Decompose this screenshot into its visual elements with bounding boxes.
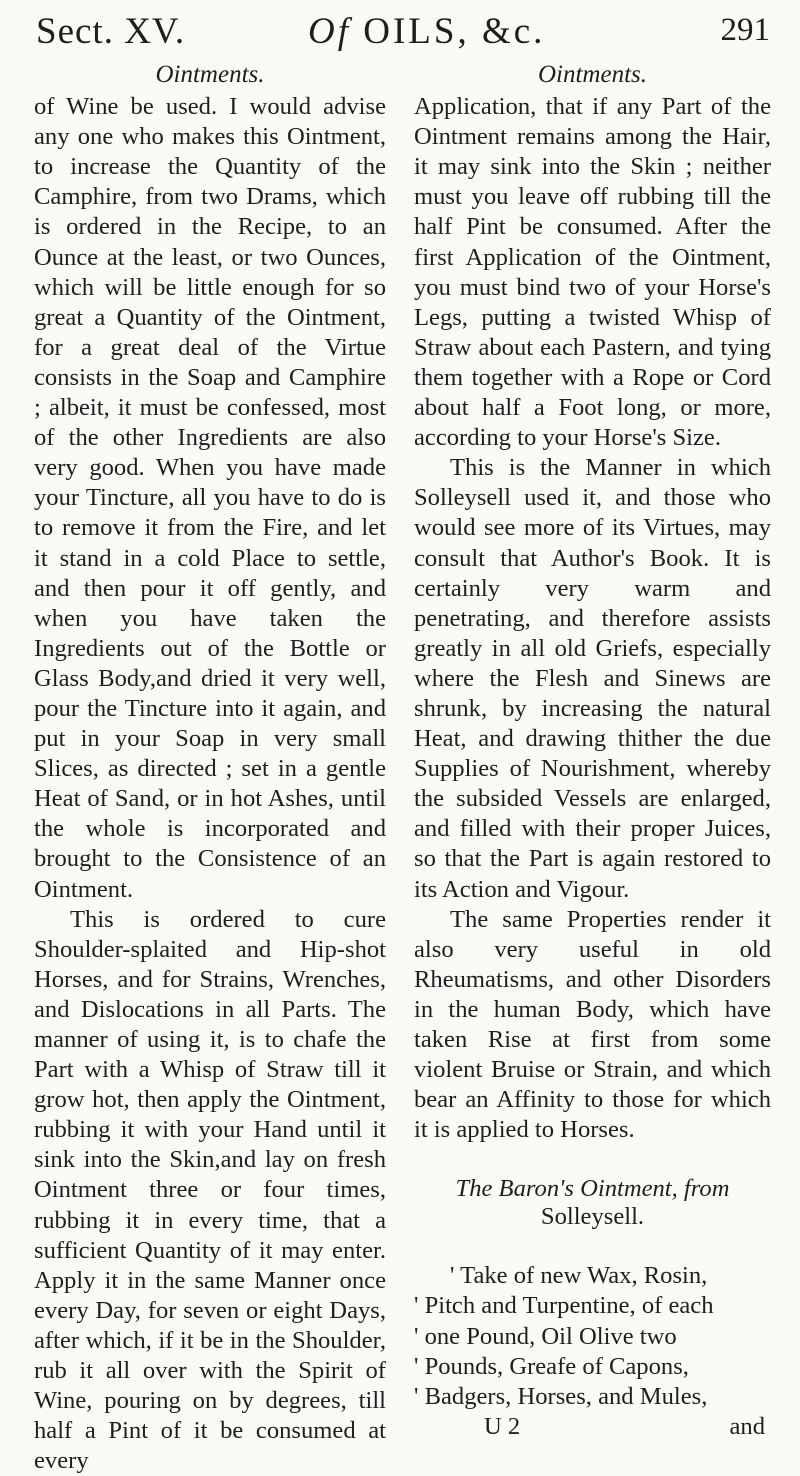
title-prefix: Of	[308, 11, 351, 52]
recipe-title: The Baron's Ointment, from	[455, 1175, 730, 1203]
left-column	[34, 60, 386, 1476]
right-paragraph-3: The same Properties render it also very useful in old Rheumatisms, and other Disorders in the human Body, which have taken Rise at first from some violent Bruise or Strain, and which bear an Affinity to those for which it is applied to Horses.	[414, 905, 771, 1144]
running-header	[36, 8, 770, 58]
right-paragraph-2: This is the Manner in which Solleysell used it, and those who would see more of its Virtues, may consult that Author's Book. It is certainly very warm and penetrating, and therefore assists greatly in all old Griefs, especially where the Flesh and Sinews are shrunk, by increasing the natural Heat, and drawing thither the due Supplies of Nourishment, whereby the subsided Vessels are enlarged, and filled with their proper Juices, so that the Part is again restored to its Action and Vigour.	[414, 454, 771, 903]
recipe-line-4: ' Pounds, Greafe of Capons,	[414, 1352, 689, 1380]
recipe-source: Solleysell.	[540, 1203, 645, 1231]
recipe-heading	[414, 1175, 771, 1231]
right-column	[414, 60, 771, 1442]
left-running-head: Ointments.	[155, 61, 265, 88]
recipe-line-1: ' Take of new Wax, Rosin,	[450, 1262, 708, 1290]
title-main: OILS, &c.	[363, 11, 546, 52]
right-paragraph-1: Application, that if any Part of the Ointment remains among the Hair, it may sink into the Skin ; neither must you leave off rubbing till the half Pint be consumed. After the first Application of the Ointment, you must bind two of your Horse's Legs, putting a twisted Whisp of Straw about each Pastern, and tying them together with a Rope or Cord about half a Foot long, or more, according to your Horse's Size.	[414, 93, 771, 452]
catchword: and	[729, 1412, 765, 1440]
recipe-line-3: ' one Pound, Oil Olive two	[414, 1322, 677, 1350]
page-footer	[414, 1412, 771, 1442]
page-title	[308, 10, 545, 53]
recipe-line-5: ' Badgers, Horses, and Mules,	[414, 1382, 708, 1410]
recipe-line-2: ' Pitch and Turpentine, of each	[414, 1292, 714, 1320]
section-label: Sect. XV.	[36, 11, 186, 52]
recipe-text	[414, 1261, 771, 1411]
page-number: 291	[720, 12, 770, 48]
left-paragraph-2: This is ordered to cure Shoulder-splaited and Hip-shot Horses, and for Strains, Wrenches, and Dislocations in all Parts. The manner of using it, is to chafe the Part with a Whisp of Straw till it grow hot, then apply the Ointment, rubbing it with your Hand until it sink into the Skin,and lay on fresh Ointment three or four times, rubbing it in every time, that a sufficient Quantity of it may enter. Apply it in the same Manner once every Day, for seven or eight Days, after which, if it be in the Shoulder, rub it all over with the Spirit of Wine, pouring on by degrees, till half a Pint of it be consumed at every	[34, 905, 386, 1475]
signature-mark: U 2	[484, 1412, 521, 1440]
left-paragraph-1: of Wine be used. I would advise any one who makes this Ointment, to increase the Quantity of the Camphire, from two Drams, which is ordered in the Recipe, to an Ounce at the least, or two Ounces, which will be little enough for so great a Quantity of the Ointment, for a great deal of the Virtue consists in the Soap and Camphire ; albeit, it must be confessed, most of the other Ingredients are also very good. When you have made your Tincture, all you have to do is to remove it from the Fire, and let it stand in a cold Place to settle, and then pour it off gently, and when you have taken the Ingredients out of the Bottle or Glass Body,and dried it very well, pour the Tincture into it again, and put in your Soap in very small Slices, as directed ; set in a gentle Heat of Sand, or in hot Ashes, until the whole is incorporated and brought to the Consistence of an Ointment.	[34, 93, 386, 903]
right-running-head: Ointments.	[537, 61, 648, 88]
